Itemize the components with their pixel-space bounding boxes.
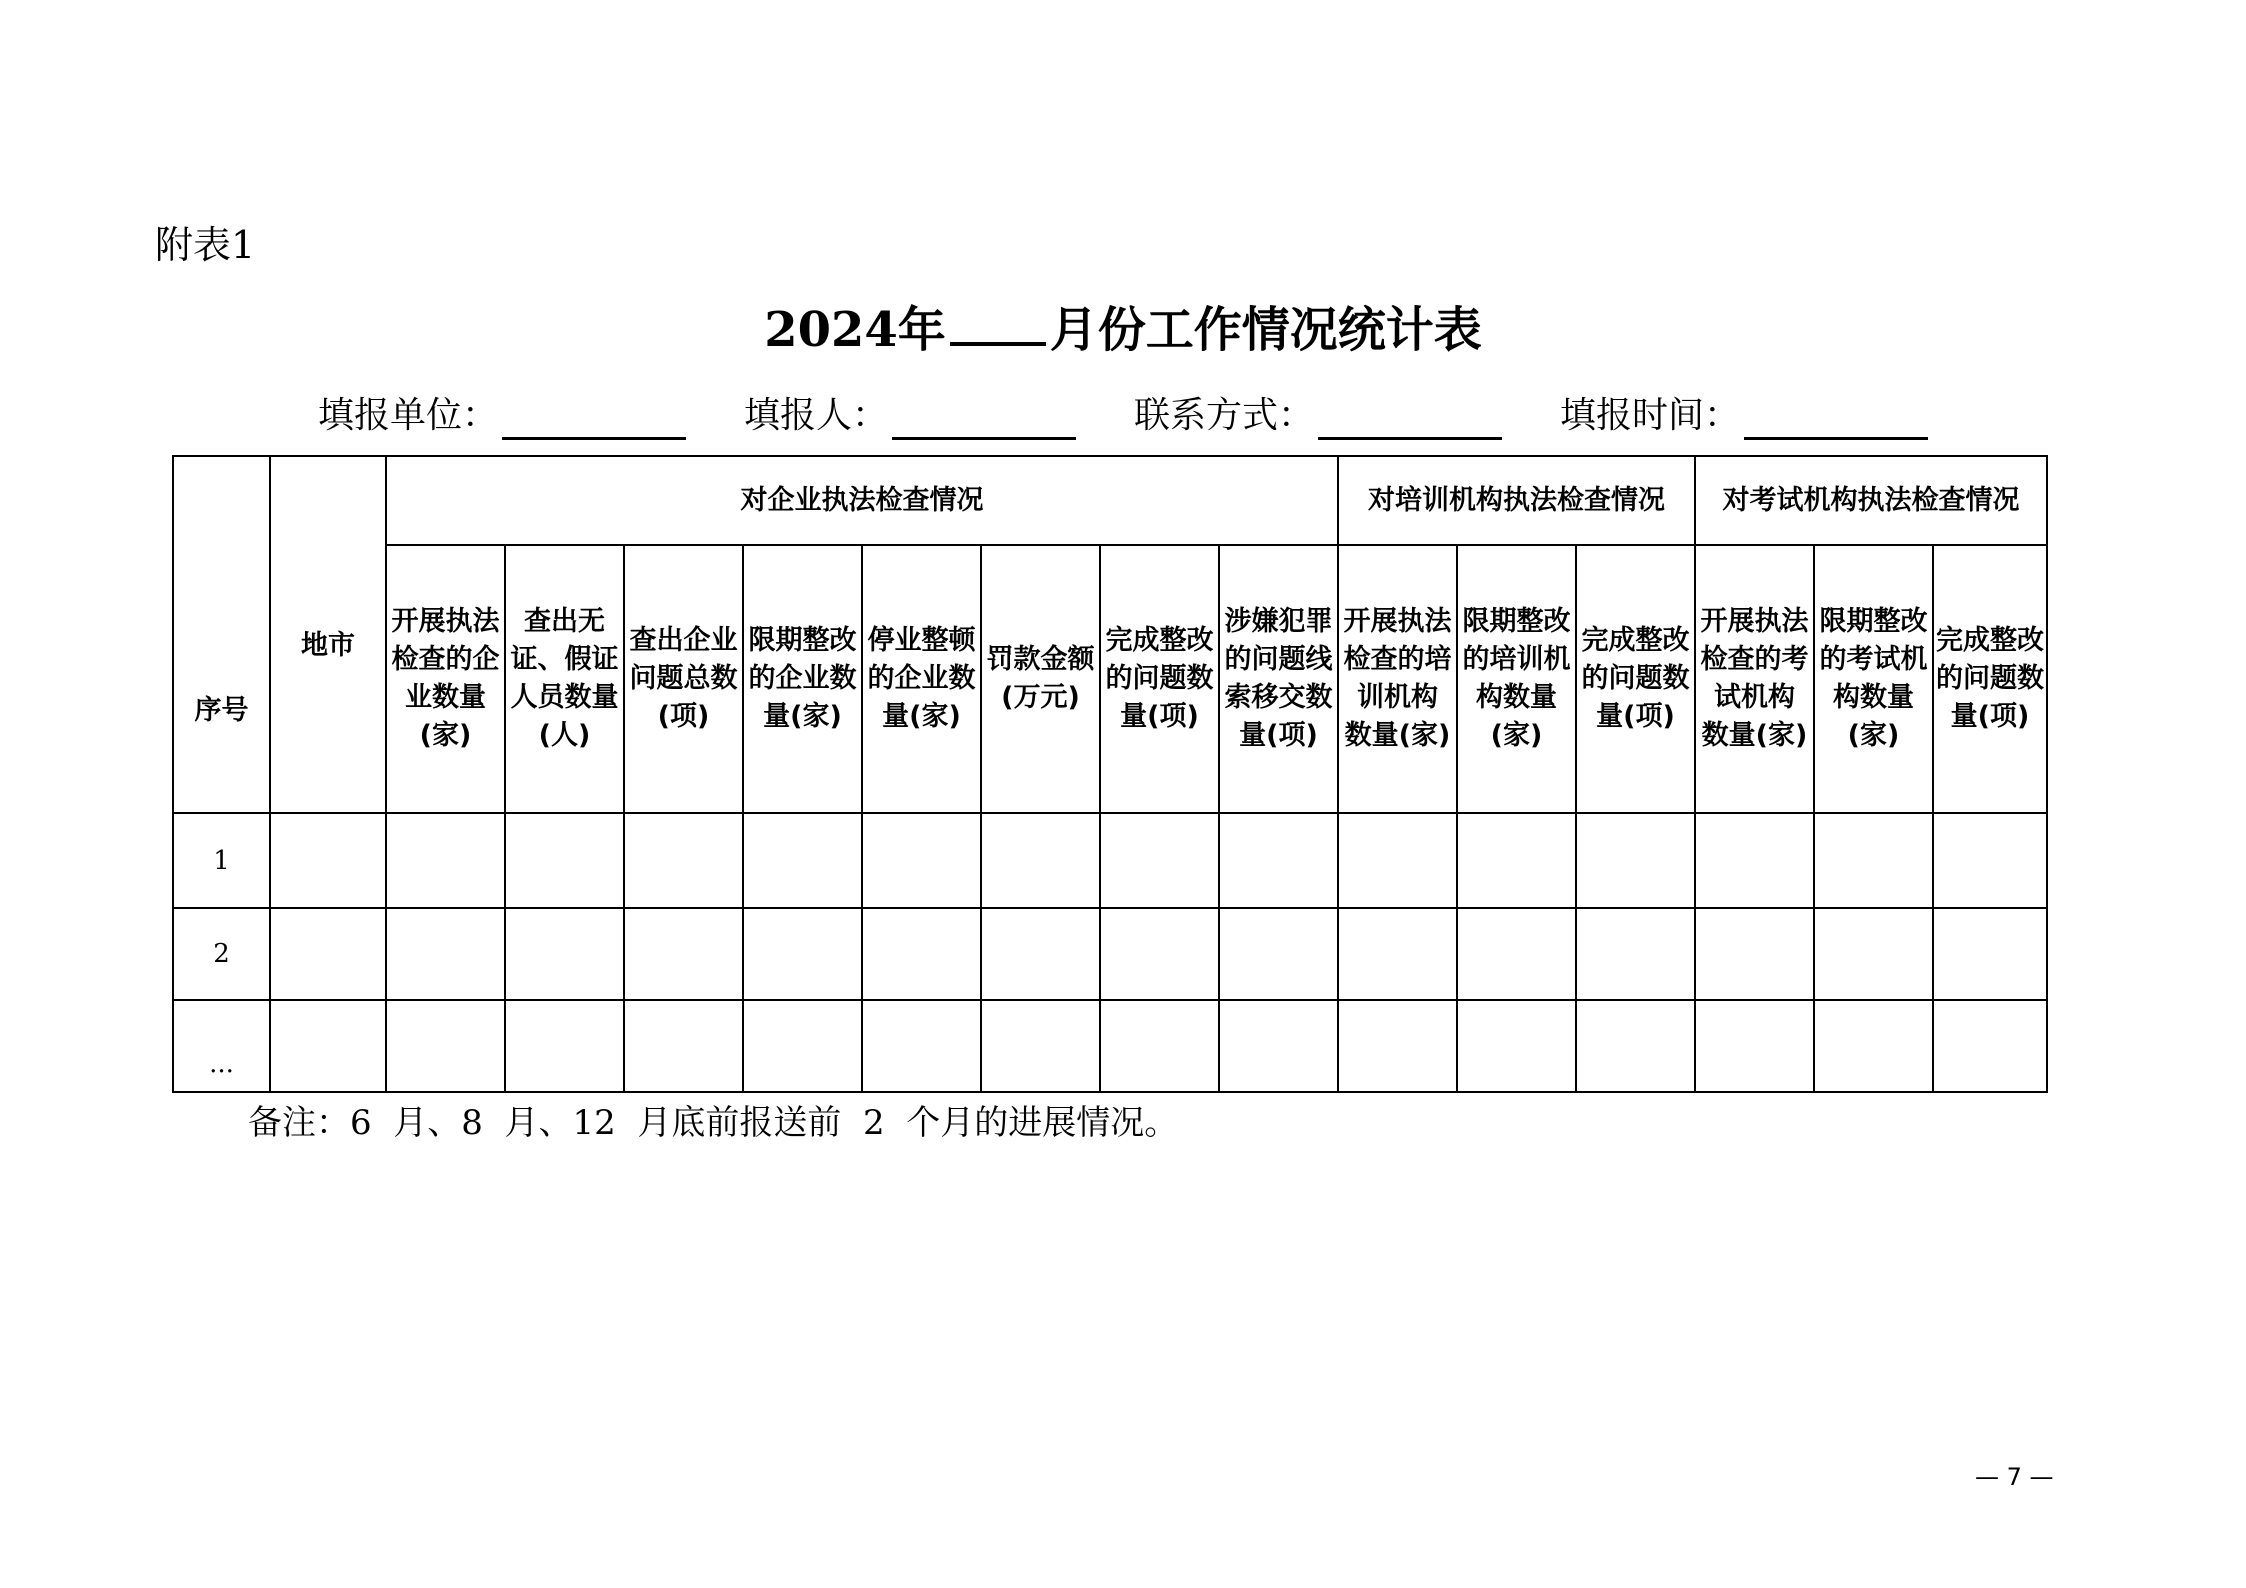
meta-label: 填报人： [743, 395, 888, 436]
table-cell [862, 908, 981, 1000]
statistics-table [172, 455, 2048, 1093]
form-meta-row [0, 392, 2246, 440]
header-training-rectified-issues: 完成整改的问题数量(项) [1576, 545, 1695, 813]
meta-report-time [1560, 392, 1928, 440]
table-cell [624, 908, 743, 1000]
table-row [173, 813, 2047, 908]
table-cell [1457, 1000, 1576, 1092]
table-cell [1219, 1000, 1338, 1092]
table-cell [386, 908, 505, 1000]
header-training-inspected: 开展执法检查的培训机构 数量(家) [1338, 545, 1457, 813]
table-cell [1814, 813, 1933, 908]
table-cell [505, 813, 624, 908]
meta-blank-line [502, 401, 686, 440]
footnote: 备注：6 月、8 月、12 月底前报送前 2 个月的进展情况。 [248, 1103, 1179, 1143]
meta-reporting-unit [318, 392, 686, 440]
table-cell [270, 1000, 386, 1092]
meta-label: 填报时间： [1560, 395, 1741, 436]
page-number: — 7 — [1975, 1463, 2054, 1491]
table-cell [505, 908, 624, 1000]
table-cell [270, 908, 386, 1000]
meta-reporter [744, 392, 1076, 440]
table-row [173, 908, 2047, 1000]
table-cell [624, 813, 743, 908]
table-cell [624, 1000, 743, 1092]
header-index: 序号 [173, 456, 270, 813]
header-city: 地市 [270, 456, 386, 813]
table-cell [1576, 1000, 1695, 1092]
table-cell [1576, 813, 1695, 908]
table-cell [1695, 1000, 1814, 1092]
header-fine-amount: 罚款金额(万元) [981, 545, 1100, 813]
table-cell [1457, 908, 1576, 1000]
table-cell [1933, 813, 2047, 908]
row-index: 1 [173, 813, 270, 908]
header-exam-rectification: 限期整改的考试机构数量(家) [1814, 545, 1933, 813]
header-unlicensed-personnel: 查出无证、假证人员数量(人) [505, 545, 624, 813]
header-group-enterprise: 对企业执法检查情况 [386, 456, 1338, 545]
table-cell [981, 813, 1100, 908]
title-year: 2024年 [764, 302, 946, 358]
row-index: 2 [173, 908, 270, 1000]
header-enterprise-issues: 查出企业问题总数(项) [624, 545, 743, 813]
title-month-blank [950, 302, 1046, 346]
table-cell [386, 1000, 505, 1092]
table-cell [743, 813, 862, 908]
header-column-row [173, 545, 2047, 813]
table-cell [1338, 908, 1457, 1000]
table-cell [743, 1000, 862, 1092]
table-cell [1219, 908, 1338, 1000]
header-group-exam: 对考试机构执法检查情况 [1695, 456, 2047, 545]
header-training-rectification: 限期整改的培训机构数量(家) [1457, 545, 1576, 813]
page-title [0, 300, 2246, 360]
meta-blank-line [1318, 401, 1502, 440]
header-criminal-leads: 涉嫌犯罪的问题线索移交数量(项) [1219, 545, 1338, 813]
appendix-label: 附表1 [155, 223, 256, 267]
header-group-training: 对培训机构执法检查情况 [1338, 456, 1695, 545]
header-enterprise-inspected: 开展执法检查的企业数量(家) [386, 545, 505, 813]
title-rest: 月份工作情况统计表 [1049, 302, 1482, 358]
header-enterprise-rectification: 限期整改的企业数量(家) [743, 545, 862, 813]
header-exam-rectified-issues: 完成整改的问题数量(项) [1933, 545, 2047, 813]
table-cell [862, 813, 981, 908]
table-cell [981, 1000, 1100, 1092]
table-row [173, 1000, 2047, 1092]
table-cell [1814, 1000, 1933, 1092]
meta-contact [1134, 392, 1502, 440]
table-cell [1457, 813, 1576, 908]
table-cell [270, 813, 386, 908]
table-cell [1100, 908, 1219, 1000]
table-cell [981, 908, 1100, 1000]
meta-blank-line [1744, 401, 1928, 440]
header-enterprise-rectified-issues: 完成整改的问题数量(项) [1100, 545, 1219, 813]
table-cell [505, 1000, 624, 1092]
table-cell [1338, 1000, 1457, 1092]
meta-label: 联系方式： [1134, 395, 1315, 436]
header-group-row [173, 456, 2047, 545]
header-exam-inspected: 开展执法检查的考试机构 数量(家) [1695, 545, 1814, 813]
meta-blank-line [892, 401, 1076, 440]
meta-label: 填报单位： [317, 395, 498, 436]
table-cell [743, 908, 862, 1000]
table-cell [1576, 908, 1695, 1000]
table-cell [1814, 908, 1933, 1000]
table-cell [1100, 813, 1219, 908]
table-cell [386, 813, 505, 908]
row-index: ... [173, 1000, 270, 1092]
table-cell [1933, 908, 2047, 1000]
table-cell [1695, 813, 1814, 908]
table-cell [1695, 908, 1814, 1000]
table-cell [1100, 1000, 1219, 1092]
table-cell [862, 1000, 981, 1092]
header-enterprise-suspension: 停业整顿的企业数量(家) [862, 545, 981, 813]
table-cell [1219, 813, 1338, 908]
table-cell [1338, 813, 1457, 908]
table-cell [1933, 1000, 2047, 1092]
